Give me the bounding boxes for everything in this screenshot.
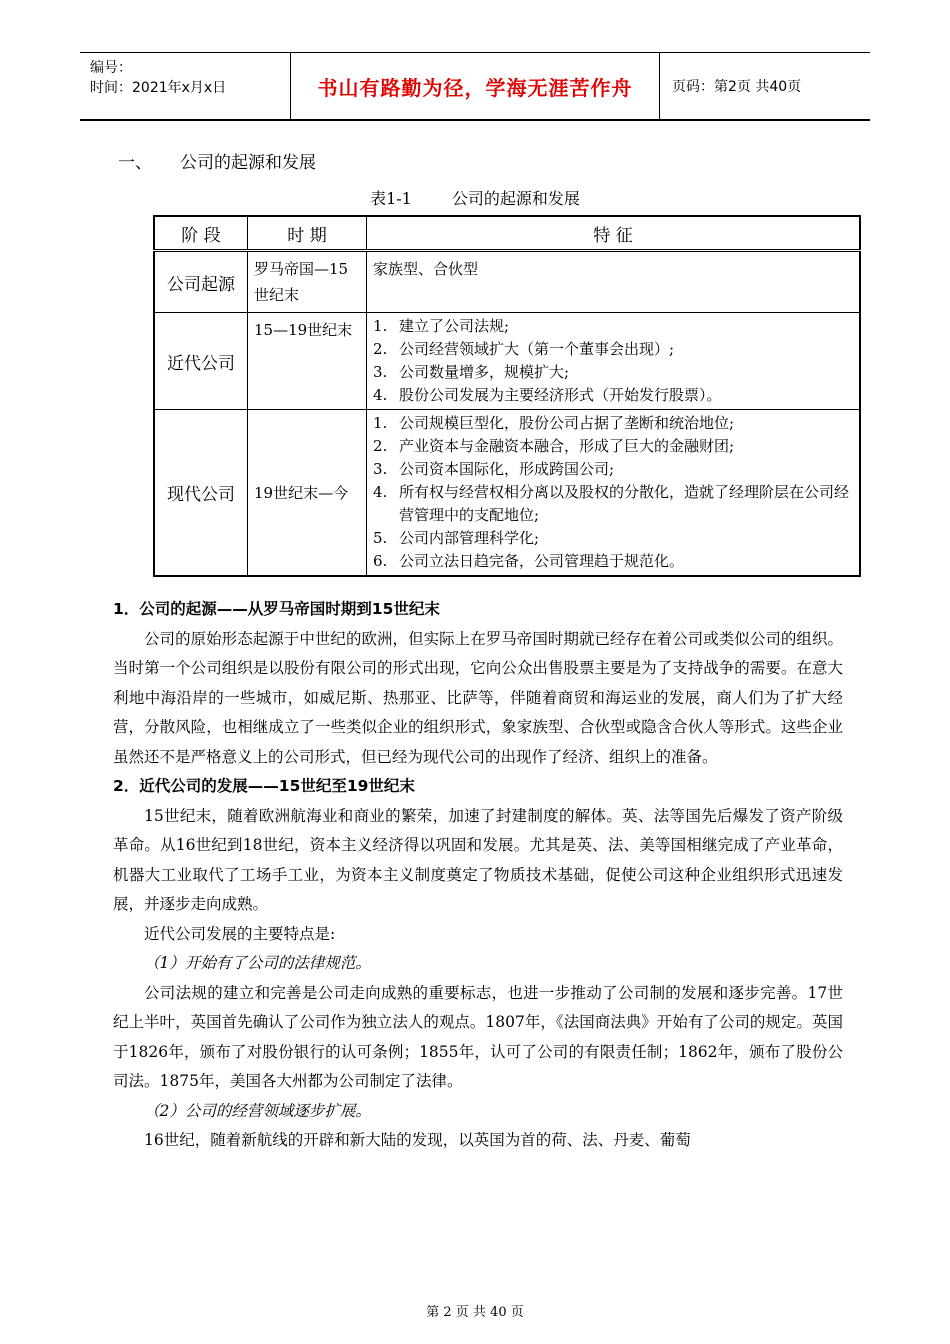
stage-cell: 公司起源 (154, 251, 248, 313)
section-number: 一、 (118, 153, 152, 173)
feature-item: 4. 股份公司发展为主要经济形式（开始发行股票）。 (373, 386, 722, 404)
features-cell (367, 251, 861, 313)
page-footer: 第 2 页 共 40 页 (426, 1305, 524, 1320)
heading-modern: 2．近代公司的发展——15世纪至19世纪末 (113, 777, 415, 795)
period-cell: 罗马帝国—15世纪末 (248, 251, 367, 313)
features-cell (367, 313, 861, 410)
paragraph: 16世纪，随着新航线的开辟和新大陆的发现，以英国为首的荷、法、丹麦、葡萄 (144, 1131, 691, 1149)
feature-item: 5. 公司内部管理科学化; (373, 529, 540, 547)
body-content (113, 595, 843, 1156)
table-row (154, 410, 860, 577)
heading-origin: 1．公司的起源——从罗马帝国时期到15世纪末 (113, 600, 440, 618)
subheading-legal: （1）开始有了公司的法律规范。 (144, 954, 371, 972)
feature-item: 3. 公司资本国际化，形成跨国公司; (373, 460, 615, 478)
paragraph: 15世纪末，随着欧洲航海业和商业的繁荣，加速了封建制度的解体。英、法等国先后爆发了资产阶级革命。从16世纪到18世纪，资本主义经济得以巩固和发展。尤其是英、法、美等国相继完成了产业革命，机器大工业取代了工场手工业，为资本主义制度奠定了物质技术基础，促使公司这种企业组织形式迅速发展，并逐步走向成熟。 (113, 806, 843, 913)
stage-cell: 近代公司 (154, 313, 248, 410)
paragraph: 近代公司发展的主要特点是: (144, 924, 336, 943)
serial-label: 编号： (90, 60, 132, 76)
features-cell (367, 410, 861, 577)
header-motto: 书山有路勤为径，学海无涯苦作舟 (290, 53, 660, 119)
stage-cell: 现代公司 (154, 410, 248, 577)
section-title (118, 148, 316, 173)
header-period: 时 期 (248, 216, 367, 251)
header-left (80, 53, 290, 119)
period-cell: 15—19世纪末 (248, 313, 367, 410)
table-caption-text: 公司的起源和发展 (451, 189, 580, 208)
table-row (154, 313, 860, 410)
feature-item: 1. 建立了公司法规; (373, 317, 510, 335)
table-header-row (154, 216, 860, 251)
feature-text: 家族型、合伙型 (373, 260, 479, 278)
section-title-text: 公司的起源和发展 (180, 153, 316, 173)
table-caption (0, 186, 950, 209)
date-label: 时间：2021年x月x日 (90, 80, 227, 96)
paragraph: 公司的原始形态起源于中世纪的欧洲，但实际上在罗马帝国时期就已经存在着公司或类似公司的组织。当时第一个公司组织是以股份有限公司的形式出现，它向公众出售股票主要是为了支持战争的需要。在意大利地中海沿岸的一些城市，如威尼斯、热那亚、比萨等，伴随着商贸和海运业的发展，商人们为了扩大经营，分散风险，也相继成立了一些类似企业的组织形式，象家族型、合伙型或隐含合伙人等形式。这些企业虽然还不是严格意义上的公司形式，但已经为现代公司的出现作了经济、组织上的准备。 (113, 629, 843, 766)
header-page-info: 页码：第2页 共40页 (672, 79, 802, 95)
origin-development-table (153, 215, 861, 577)
period-cell: 19世纪末—今 (248, 410, 367, 577)
feature-item: 3. 公司数量增多，规模扩大; (373, 363, 570, 381)
feature-item: 1. 公司规模巨型化，股份公司占据了垄断和统治地位; (373, 414, 735, 432)
subheading-scope: （2）公司的经营领域逐步扩展。 (144, 1101, 371, 1120)
paragraph: 公司法规的建立和完善是公司走向成熟的重要标志，也进一步推动了公司制的发展和逐步完善。17世纪上半叶，英国首先确认了公司作为独立法人的观点。1807年，《法国商法典》开始有了公司的规定。英国于1826年，颁布了对股份银行的认可条例；1855年，认可了公司的有限责任制；1862年，颁布了股份公司法。1875年，美国各大州都为公司制定了法律。 (113, 983, 843, 1090)
table-caption-number: 表1-1 (370, 189, 412, 208)
header-stage: 阶 段 (154, 216, 248, 251)
page-header (80, 52, 870, 121)
feature-item: 4. 所有权与经营权相分离以及股权的分散化，造就了经理阶层在公司经营管理中的支配地位; (373, 483, 850, 524)
header-features: 特 征 (367, 216, 861, 251)
feature-item: 6. 公司立法日趋完备，公司管理趋于规范化。 (373, 552, 685, 570)
table-row (154, 251, 860, 313)
feature-item: 2. 产业资本与金融资本融合，形成了巨大的金融财团; (373, 437, 735, 455)
feature-item: 2. 公司经营领域扩大（第一个董事会出现）; (373, 340, 675, 358)
